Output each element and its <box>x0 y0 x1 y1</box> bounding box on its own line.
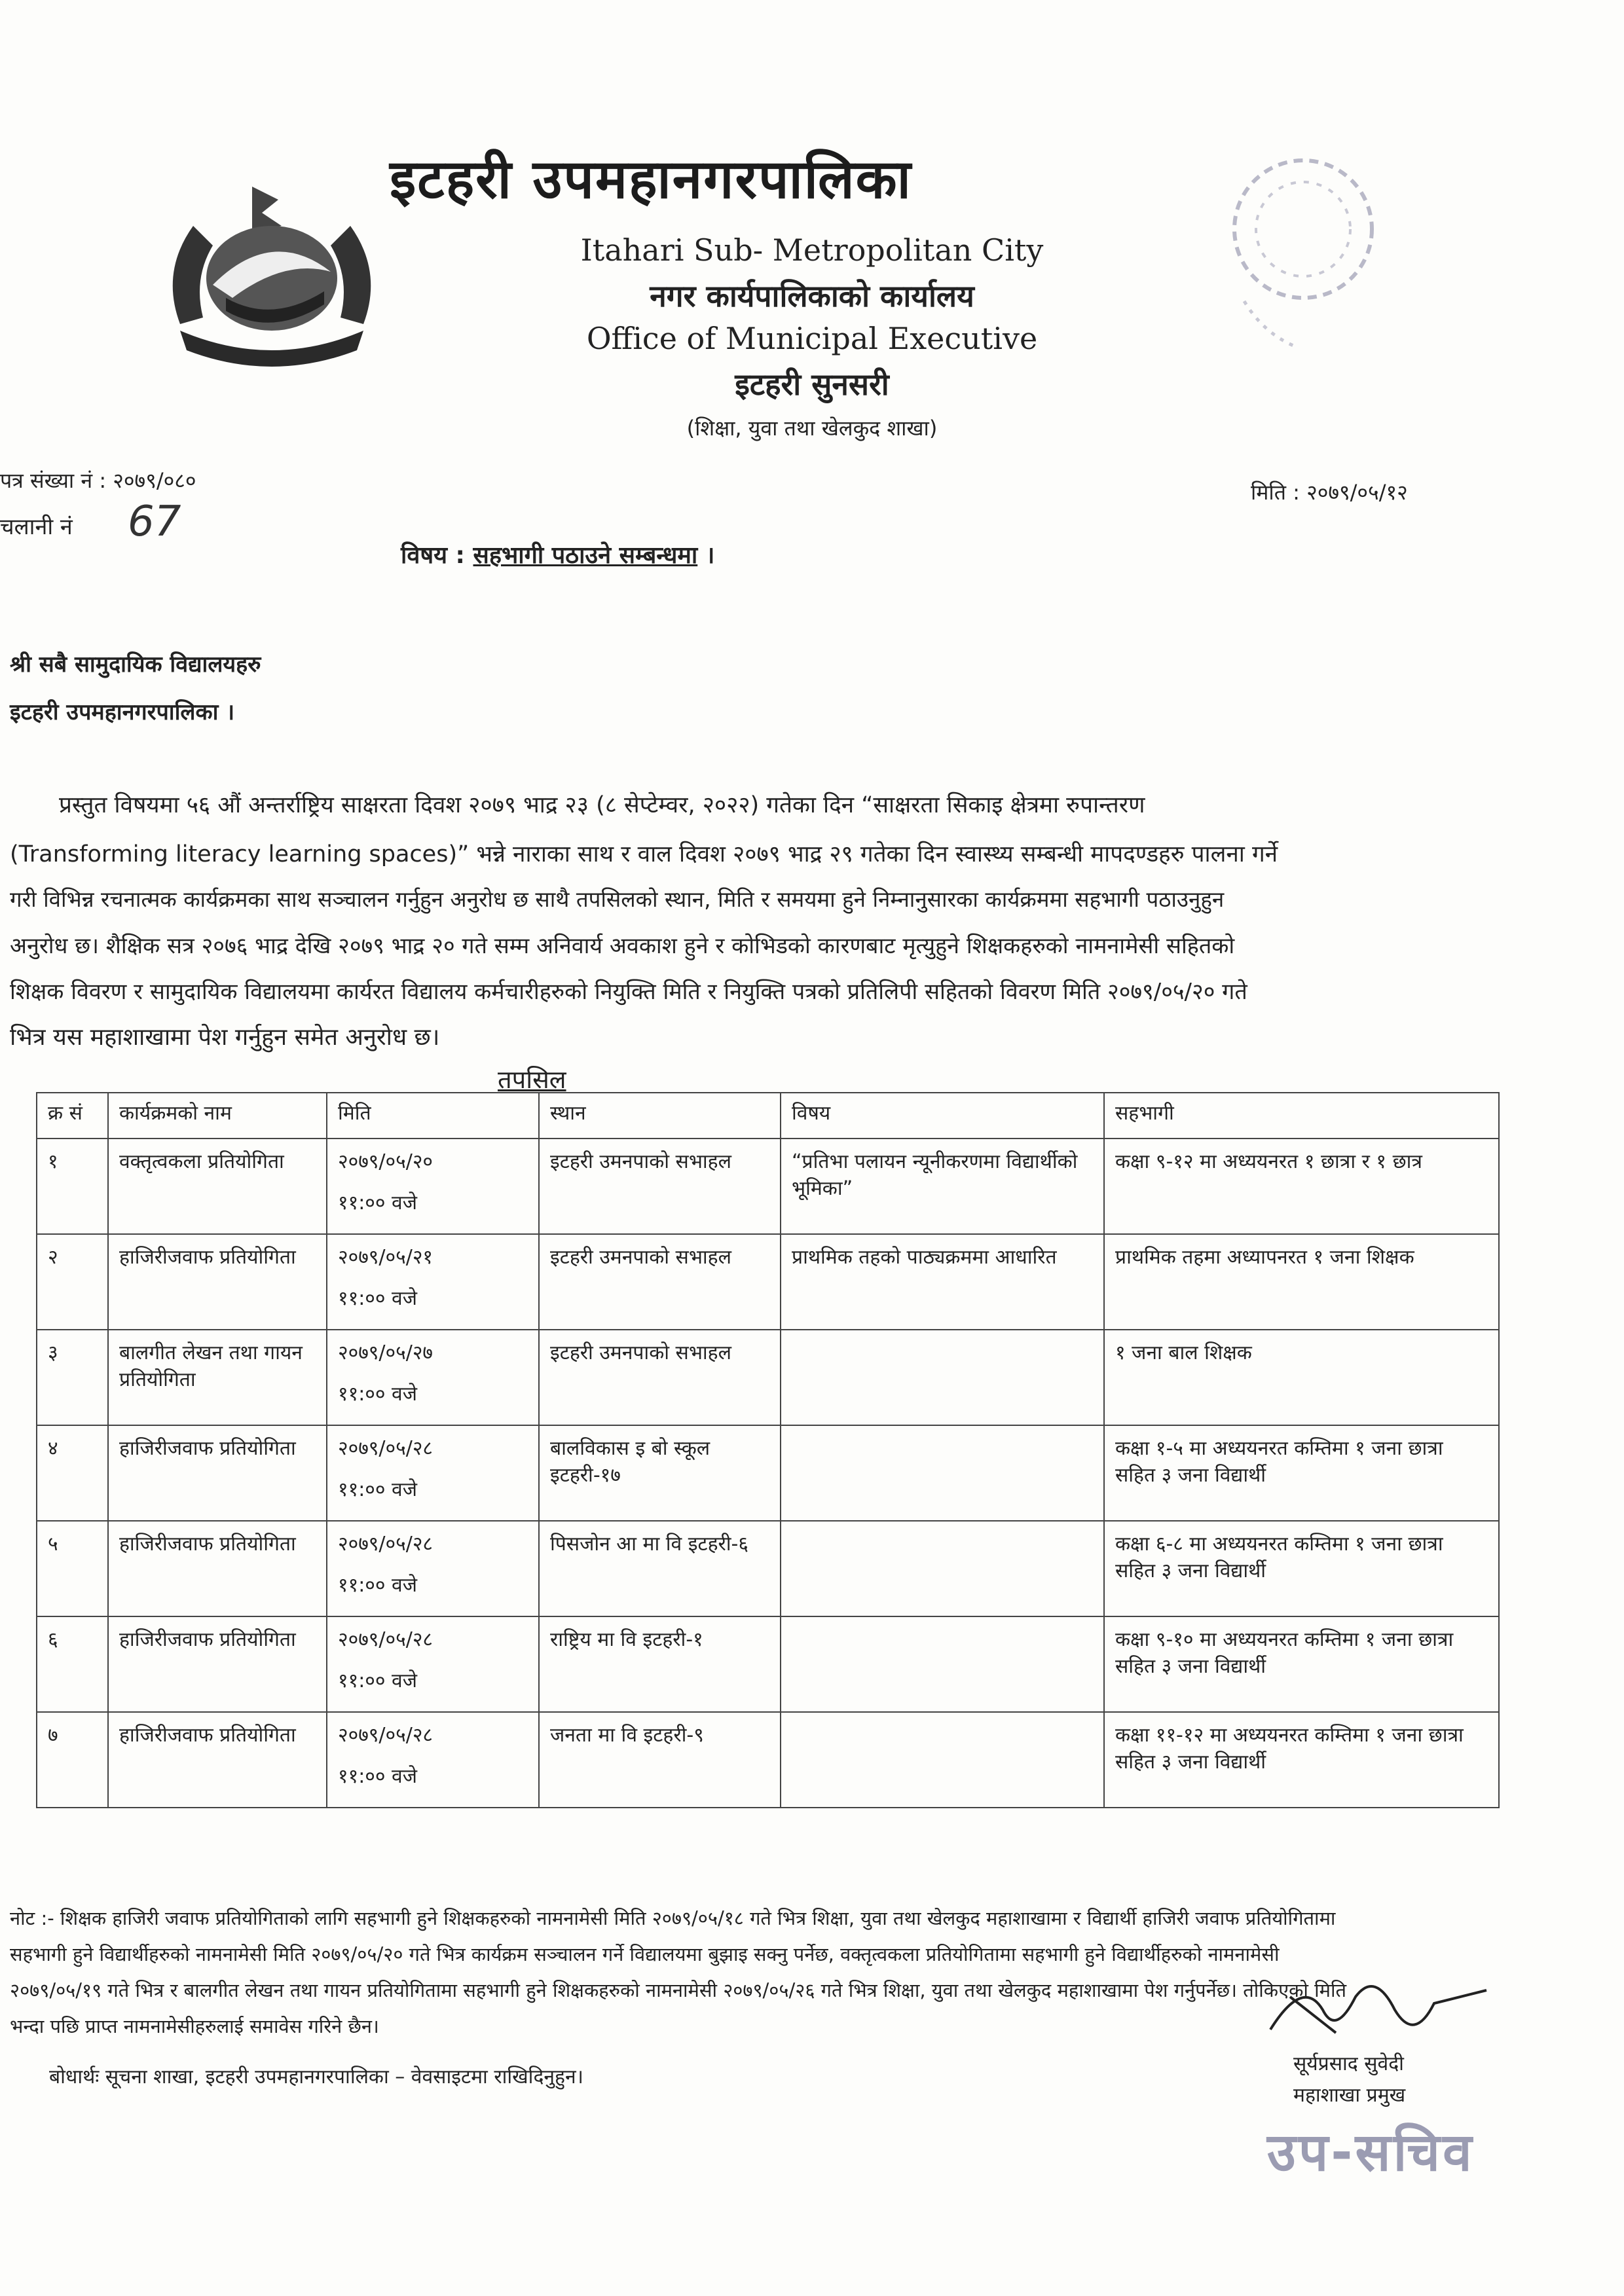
table-row <box>37 1712 1499 1808</box>
cell-venue: पिसजोन आ मा वि इटहरी-६ <box>539 1521 781 1616</box>
cell-sn: ५ <box>37 1521 108 1616</box>
cell-sn: ६ <box>37 1616 108 1712</box>
table-row <box>37 1425 1499 1521</box>
cell-participants: १ जना बाल शिक्षक <box>1104 1330 1499 1425</box>
signatory-title: महाशाखा प्रमुख <box>1293 2084 1406 2107</box>
cell-date <box>327 1521 539 1616</box>
table-row <box>37 1616 1499 1712</box>
cell-sn: १ <box>37 1139 108 1234</box>
cell-sn: ७ <box>37 1712 108 1808</box>
subject-label: विषय : <box>401 542 465 569</box>
table-row <box>37 1234 1499 1330</box>
cell-date <box>327 1330 539 1425</box>
cc-line: बोधार्थः सूचना शाखा, इटहरी उपमहानगरपालिका – वेवसाइटमा राखिदिनुहुन। <box>49 2066 583 2088</box>
time-value: ११:०० वजे <box>338 1574 417 1597</box>
cell-sn: २ <box>37 1234 108 1330</box>
cell-program: हाजिरीजवाफ प्रतियोगिता <box>108 1234 327 1330</box>
cell-venue: इटहरी उमनपाको सभाहल <box>539 1330 781 1425</box>
office-location: इटहरी सुनसरी <box>735 367 889 402</box>
body-line-5: शिक्षक विवरण र सामुदायिक विद्यालयमा कार्यरत विद्यालय कर्मचारीहरुको नियुक्ति मिति र नियुक्ति पत्रको प्रतिलिपी सहितको विवरण मिति २०७९/०५/२० गते <box>10 979 1247 1005</box>
header-sn: क्र सं <box>37 1093 108 1139</box>
header-venue: स्थान <box>539 1093 781 1139</box>
cell-participants: कक्षा १-५ मा अध्ययनरत कम्तिमा १ जना छात्रा सहित ३ जना विद्यार्थी <box>1104 1425 1499 1521</box>
time-value: ११:०० वजे <box>338 1478 417 1501</box>
office-name-np: नगर कार्यपालिकाको कार्यालय <box>650 278 974 314</box>
cell-participants: कक्षा ११-१२ मा अध्ययनरत कम्तिमा १ जना छात्रा सहित ३ जना विद्यार्थी <box>1104 1712 1499 1808</box>
cell-venue: जनता मा वि इटहरी-९ <box>539 1712 781 1808</box>
time-value: ११:०० वजे <box>338 1765 417 1788</box>
addressee-line-1: श्री सबै सामुदायिक विद्यालयहरु <box>10 651 261 678</box>
subject-line <box>401 538 714 570</box>
events-table <box>36 1092 1500 1808</box>
branch-name: (शिक्षा, युवा तथा खेलकुद शाखा) <box>686 416 938 441</box>
date-value: २०७९/०५/२८ <box>338 1437 434 1460</box>
body-line-6: भित्र यस महाशाखामा पेश गर्नुहुन समेत अनुरोध छ। <box>10 1024 440 1051</box>
header-topic: विषय <box>781 1093 1104 1139</box>
cell-program: वक्तृत्वकला प्रतियोगिता <box>108 1139 327 1234</box>
signature <box>1264 1971 1500 2049</box>
dispatch-label: चलानी नं <box>0 514 73 540</box>
table-row <box>37 1139 1499 1234</box>
cell-topic: प्राथमिक तहको पाठ्यक्रममा आधारित <box>781 1234 1104 1330</box>
cell-date <box>327 1616 539 1712</box>
cell-venue: बालविकास इ बो स्कूल इटहरी-१७ <box>539 1425 781 1521</box>
cell-date <box>327 1712 539 1808</box>
body-line-4: अनुरोध छ। शैक्षिक सत्र २०७६ भाद्र देखि २०७९ भाद्र २० गते सम्म अनिवार्य अवकाश हुने र कोभिडको कारणबाट मृत्युहुने शिक्षकहरुको नामनामेसी सहितको <box>10 933 1235 959</box>
date-value: २०७९/०५/२८ <box>338 1724 434 1747</box>
header-program: कार्यक्रमको नाम <box>108 1093 327 1139</box>
date-value: २०७९/०५/२८ <box>338 1628 434 1651</box>
office-name-en: Office of Municipal Executive <box>586 321 1038 356</box>
cell-participants: प्राथमिक तहमा अध्यापनरत १ जना शिक्षक <box>1104 1234 1499 1330</box>
header-participants: सहभागी <box>1104 1093 1499 1139</box>
cell-venue: इटहरी उमनपाको सभाहल <box>539 1234 781 1330</box>
cell-date <box>327 1139 539 1234</box>
subject-value: सहभागी पठाउने सम्बन्धमा <box>473 542 698 569</box>
time-value: ११:०० वजे <box>338 1383 417 1406</box>
date-value: २०७९/०५/२८ <box>338 1533 434 1556</box>
cell-topic <box>781 1521 1104 1616</box>
note-line-3: २०७९/०५/१९ गते भित्र र बालगीत लेखन तथा गायन प्रतियोगितामा सहभागी हुने शिक्षकहरुको नामनामेसी २०७९/०५/२६ गते भित्र शिक्षा, युवा तथा खेलकुद महाशाखामा पेश गर्नुपर्नेछ। तोकिएको मिति <box>10 1979 1347 2001</box>
cell-sn: ४ <box>37 1425 108 1521</box>
table-row <box>37 1521 1499 1616</box>
municipality-title-en: Itahari Sub- Metropolitan City <box>580 232 1044 268</box>
dispatch-number: 67 <box>128 498 181 546</box>
time-value: ११:०० वजे <box>338 1192 417 1214</box>
designation-stamp: उप-सचिव <box>1267 2122 1475 2183</box>
cell-sn: ३ <box>37 1330 108 1425</box>
body-line-2: (Transforming literacy learning spaces)” भन्ने नाराका साथ र वाल दिवश २०७९ भाद्र २९ गतेका दिन स्वास्थ्य सम्बन्धी मापदण्डहरु पालना गर्ने <box>10 841 1278 867</box>
body-line-3: गरी विभिन्न रचनात्मक कार्यक्रमका साथ सञ्चालन गर्नुहुन अनुरोध छ साथै तपसिलको स्थान, मिति र समयमा हुने निम्नानुसारका कार्यक्रममा सहभागी पठाउनुहुन <box>10 886 1225 912</box>
date-value: २०७९/०५/२७ <box>338 1341 434 1364</box>
header-date: मिति <box>327 1093 539 1139</box>
body-line-1: प्रस्तुत विषयमा ५६ औं अन्तर्राष्ट्रिय साक्षरता दिवश २०७९ भाद्र २३ (८ सेप्टेम्वर, २०२२) गतेका दिन “साक्षरता सिकाइ क्षेत्रमा रुपान्तरण <box>59 792 1145 818</box>
cell-program: हाजिरीजवाफ प्रतियोगिता <box>108 1616 327 1712</box>
cell-topic <box>781 1712 1104 1808</box>
signatory-name: सूर्यप्रसाद सुवेदी <box>1293 2052 1404 2075</box>
table-header-row <box>37 1093 1499 1139</box>
time-value: ११:०० वजे <box>338 1287 417 1310</box>
cell-venue: इटहरी उमनपाको सभाहल <box>539 1139 781 1234</box>
cell-program: बालगीत लेखन तथा गायन प्रतियोगिता <box>108 1330 327 1425</box>
cell-date <box>327 1234 539 1330</box>
cell-participants: कक्षा ९-१० मा अध्ययनरत कम्तिमा १ जना छात्रा सहित ३ जना विद्यार्थी <box>1104 1616 1499 1712</box>
cell-program: हाजिरीजवाफ प्रतियोगिता <box>108 1712 327 1808</box>
cell-topic: “प्रतिभा पलायन न्यूनीकरणमा विद्यार्थीको भूमिका” <box>781 1139 1104 1234</box>
subject-end: । <box>705 542 715 569</box>
addressee-line-2: इटहरी उपमहानगरपालिका । <box>10 699 235 725</box>
table-row <box>37 1330 1499 1425</box>
cell-program: हाजिरीजवाफ प्रतियोगिता <box>108 1521 327 1616</box>
cell-date <box>327 1425 539 1521</box>
table-caption: तपसिल <box>498 1065 566 1094</box>
cell-participants: कक्षा ९-१२ मा अध्ययनरत १ छात्रा र १ छात्र <box>1104 1139 1499 1234</box>
time-value: ११:०० वजे <box>338 1669 417 1692</box>
cell-program: हाजिरीजवाफ प्रतियोगिता <box>108 1425 327 1521</box>
cell-topic <box>781 1425 1104 1521</box>
note-line-4: भन्दा पछि प्राप्त नामनामेसीहरुलाई समावेस गरिने छैन। <box>10 2015 379 2037</box>
letter-number: पत्र संख्या नं : २०७९/०८० <box>0 468 196 493</box>
cell-topic <box>781 1330 1104 1425</box>
cell-participants: कक्षा ६-८ मा अध्ययनरत कम्तिमा १ जना छात्रा सहित ३ जना विद्यार्थी <box>1104 1521 1499 1616</box>
cell-venue: राष्ट्रिय मा वि इटहरी-१ <box>539 1616 781 1712</box>
letter-date: मिति : २०७९/०५/१२ <box>1251 480 1408 505</box>
date-value: २०७९/०५/२१ <box>338 1246 434 1269</box>
date-value: २०७९/०५/२० <box>338 1150 434 1173</box>
note-line-2: सहभागी हुने विद्यार्थीहरुको नामनामेसी मिति २०७९/०५/२० गते भित्र कार्यक्रम सञ्चालन गर्ने विद्यालयमा बुझाइ सक्नु पर्नेछ, वक्तृत्वकला प्रतियोगितामा सहभागी हुने विद्यार्थीहरुको नामनामेसी <box>10 1943 1280 1965</box>
cell-topic <box>781 1616 1104 1712</box>
note-line-1: नोट :- शिक्षक हाजिरी जवाफ प्रतियोगिताको लागि सहभागी हुने शिक्षकहरुको नामनामेसी मिति २०७९/०५/१८ गते भित्र शिक्षा, युवा तथा खेलकुद महाशाखामा र विद्यार्थी हाजिरी जवाफ प्रतियोगितामा <box>10 1907 1336 1929</box>
municipality-title-np: इटहरी उपमहानगरपालिका <box>390 149 912 211</box>
